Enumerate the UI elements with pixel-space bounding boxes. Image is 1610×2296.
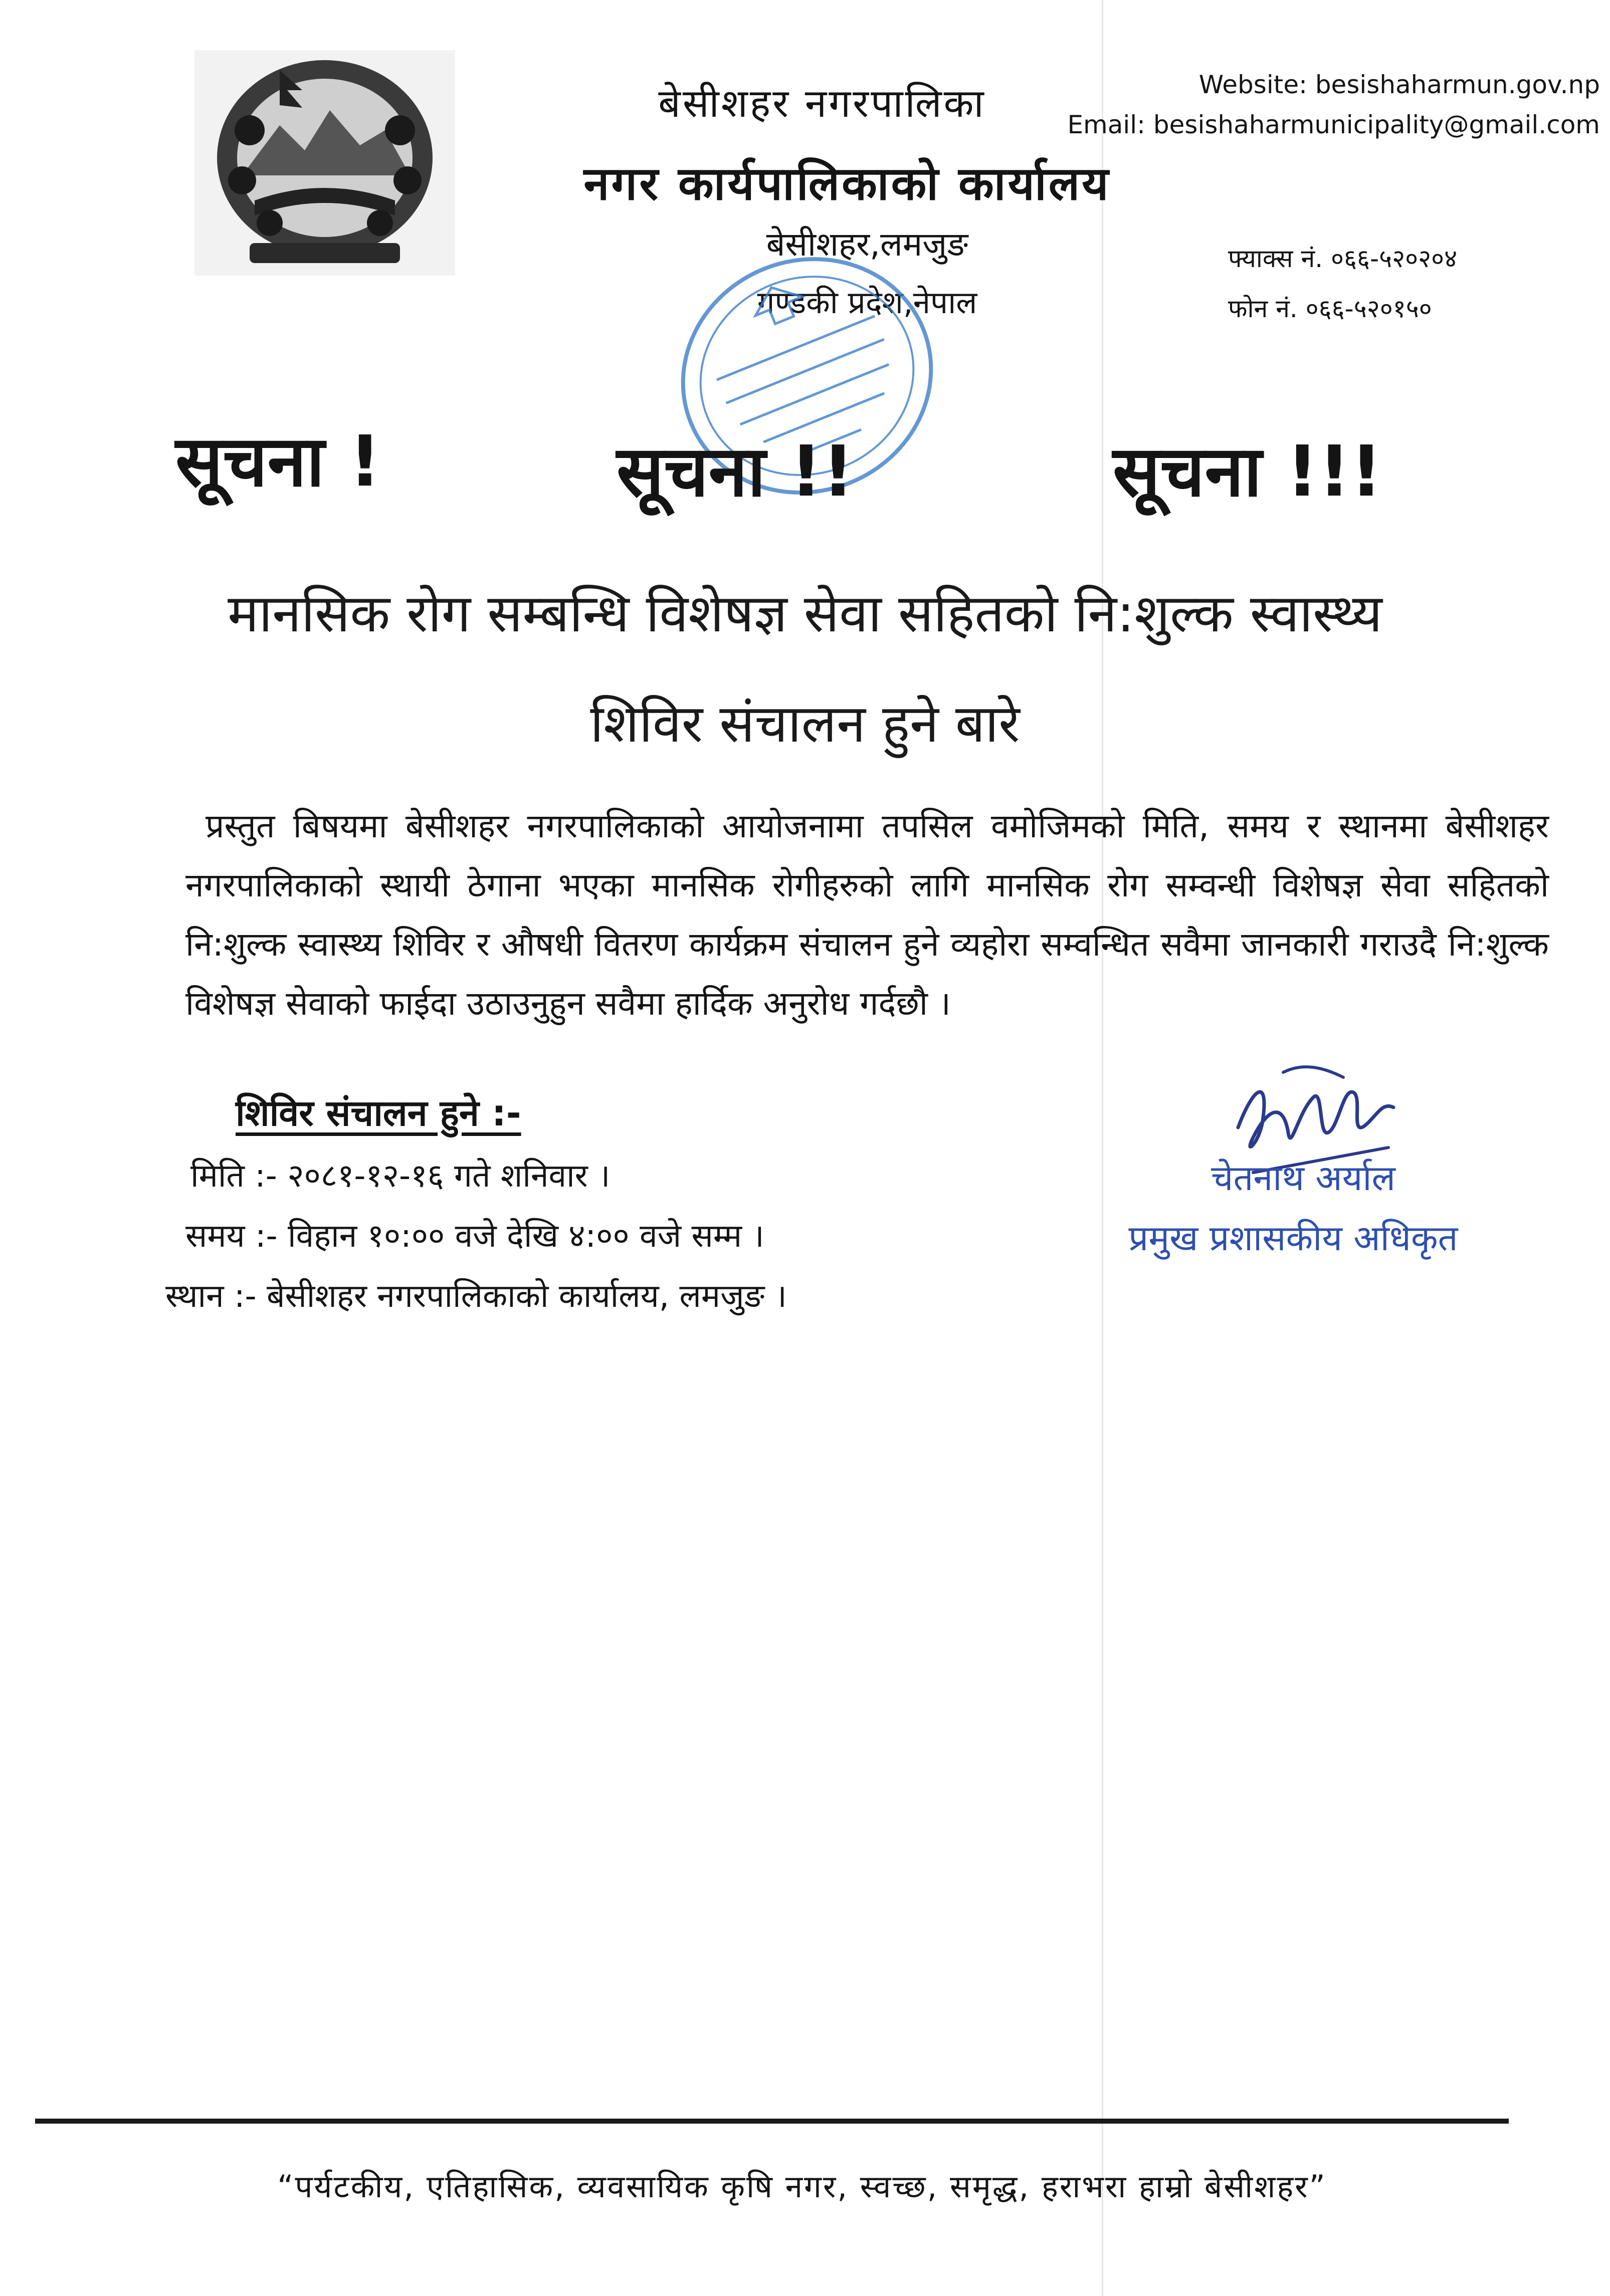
- camp-date: मिति :- २०८१-१२-१६ गते शनिवार ।: [190, 1158, 611, 1195]
- notice-heading-2: सूचना !!: [617, 431, 854, 513]
- camp-place: स्थान :- बेसीशहर नगरपालिकाको कार्यालय, लमजुङ ।: [165, 1278, 787, 1315]
- email-text: Email: besishaharmunicipality@gmail.com: [1067, 110, 1600, 139]
- page-fold-line: [1102, 0, 1103, 2296]
- footer-divider: [35, 2119, 1509, 2124]
- notice-title-line1: मानसिक रोग सम्बन्धि विशेषज्ञ सेवा सहितको नि:शुल्क स्वास्थ्य: [228, 583, 1382, 644]
- website-text: Website: besishaharmun.gov.np: [1198, 70, 1600, 99]
- notice-heading-1: सूचना !: [175, 421, 381, 503]
- notice-heading-3: सूचना !!!: [1113, 431, 1382, 513]
- camp-time: समय :- विहान १०:०० वजे देखि ४:०० वजे सम्म ।: [185, 1218, 764, 1255]
- office-city: बेसीशहर,लमजुङ: [766, 225, 968, 264]
- nepal-emblem-icon: [194, 50, 455, 276]
- phone-number: फोन नं. ०६६-५२०१५०: [1228, 294, 1432, 323]
- notice-body: प्रस्तुत बिषयमा बेसीशहर नगरपालिकाको आयोजनामा तपसिल वमोजिमको मिति, समय र स्थानमा बेसीशहर नगरपालिकाको स्थायी ठेगाना भएका मानसिक रोगीहरुको लागि मानसिक रोग सम्वन्धी विशेषज्ञ सेवा सहितको नि:शुल्क स्वास्थ्य शिविर र औषधी वितरण कार्यक्रम संचालन हुने व्यहोरा सम्वन्धित सवैमा जानकारी गराउदै नि:शुल्क विशेषज्ञ सेवाको फाईदा उठाउनुहुन सवैमा हार्दिक अनुरोध गर्दछौ ।: [185, 807, 1549, 1023]
- signatory-name: चेतनाथ अर्याल: [1211, 1158, 1395, 1199]
- footer-motto: “पर्यटकीय, एतिहासिक, व्यवसायिक कृषि नगर, स्वच्छ, समृद्ध, हराभरा हाम्रो बेसीशहर”: [277, 2168, 1327, 2205]
- municipality-name: बेसीशहर नगरपालिका: [658, 81, 986, 126]
- notice-title-line2: शिविर संचालन हुने बारे: [590, 693, 1020, 754]
- office-province: गण्डकी प्रदेश,नेपाल: [757, 284, 977, 321]
- signatory-title: प्रमुख प्रशासकीय अधिकृत: [1128, 1218, 1458, 1259]
- camp-heading: शिविर संचालन हुने :-: [236, 1092, 521, 1134]
- office-name: नगर कार्यपालिकाको कार्यालय: [583, 157, 1111, 210]
- fax-number: फ्याक्स नं. ०६६-५२०२०४: [1228, 244, 1458, 273]
